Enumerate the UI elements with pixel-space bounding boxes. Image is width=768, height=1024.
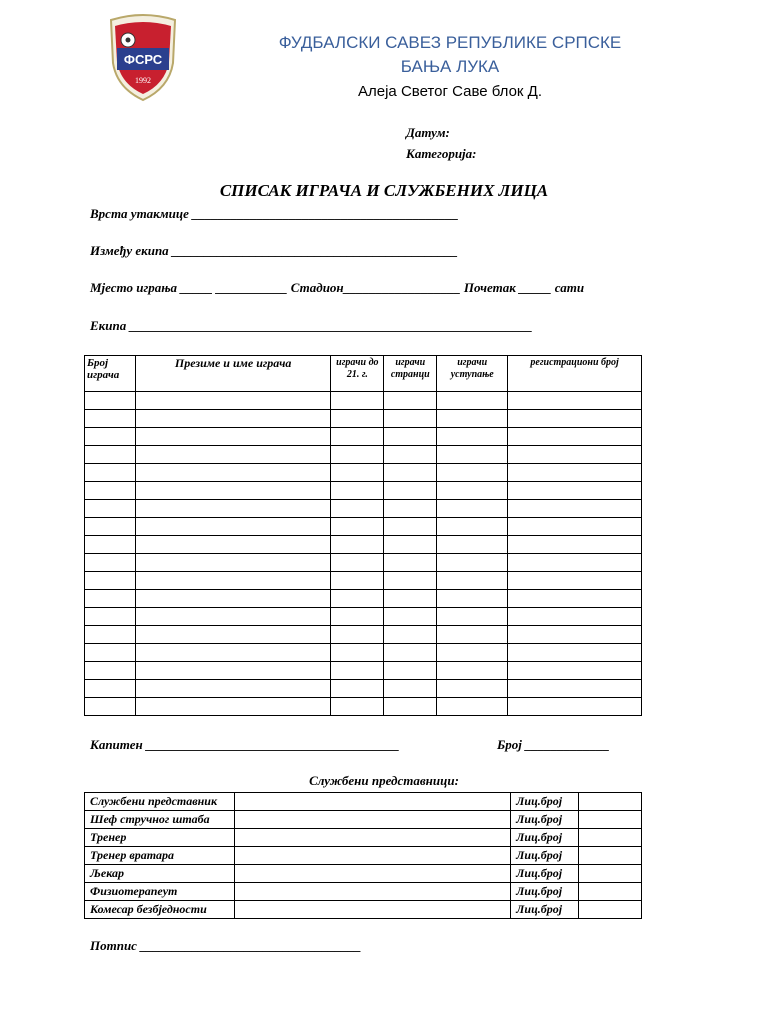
player-cell[interactable] — [85, 464, 136, 482]
player-row — [85, 428, 642, 446]
player-cell[interactable] — [85, 518, 136, 536]
player-cell[interactable] — [508, 482, 642, 500]
player-cell[interactable] — [331, 626, 384, 644]
player-row — [85, 680, 642, 698]
player-cell[interactable] — [384, 680, 437, 698]
official-name-cell[interactable] — [234, 901, 510, 919]
player-cell[interactable] — [384, 464, 437, 482]
official-role: Физиотерапеут — [85, 883, 235, 901]
player-row — [85, 554, 642, 572]
official-name-cell[interactable] — [234, 793, 510, 811]
player-row — [85, 446, 642, 464]
player-cell[interactable] — [437, 392, 508, 410]
official-row — [85, 793, 642, 811]
player-cell[interactable] — [85, 590, 136, 608]
license-label: Лиц.број — [511, 811, 579, 829]
player-cell[interactable] — [85, 536, 136, 554]
player-cell[interactable] — [331, 518, 384, 536]
license-number-cell[interactable] — [579, 883, 642, 901]
player-cell[interactable] — [331, 482, 384, 500]
player-cell[interactable] — [384, 644, 437, 662]
license-label: Лиц.број — [511, 829, 579, 847]
document-title: СПИСАК ИГРАЧА И СЛУЖБЕНИХ ЛИЦА — [219, 181, 549, 200]
player-cell[interactable] — [437, 410, 508, 428]
player-cell[interactable] — [135, 446, 330, 464]
players-body — [85, 392, 642, 716]
player-cell[interactable] — [135, 464, 330, 482]
player-row — [85, 392, 642, 410]
player-cell[interactable] — [508, 644, 642, 662]
player-cell[interactable] — [508, 392, 642, 410]
player-cell[interactable] — [384, 518, 437, 536]
player-cell[interactable] — [437, 608, 508, 626]
player-cell[interactable] — [508, 518, 642, 536]
player-cell[interactable] — [437, 698, 508, 716]
official-row — [85, 883, 642, 901]
player-cell[interactable] — [437, 518, 508, 536]
player-cell[interactable] — [135, 644, 330, 662]
player-cell[interactable] — [331, 554, 384, 572]
players-table — [84, 355, 642, 716]
officials-table — [84, 792, 642, 919]
player-cell[interactable] — [331, 590, 384, 608]
official-role: Шеф стручног штаба — [85, 811, 235, 829]
player-row — [85, 626, 642, 644]
player-cell[interactable] — [331, 392, 384, 410]
player-cell[interactable] — [331, 662, 384, 680]
player-cell[interactable] — [135, 518, 330, 536]
player-cell[interactable] — [437, 446, 508, 464]
license-number-cell[interactable] — [579, 811, 642, 829]
header-registration-number: регистрациони број — [508, 356, 642, 392]
player-cell[interactable] — [135, 392, 330, 410]
player-row — [85, 608, 642, 626]
player-cell[interactable] — [135, 536, 330, 554]
player-cell[interactable] — [437, 554, 508, 572]
player-cell[interactable] — [85, 608, 136, 626]
logo-text: ФСРС — [123, 52, 163, 67]
player-cell[interactable] — [384, 662, 437, 680]
header-under-21: играчи до 21. г. — [331, 356, 384, 392]
player-cell[interactable] — [85, 662, 136, 680]
player-row — [85, 410, 642, 428]
player-cell[interactable] — [508, 698, 642, 716]
player-cell[interactable] — [508, 608, 642, 626]
date-label: Датум: — [406, 125, 450, 140]
fsrs-logo — [103, 8, 183, 104]
license-number-cell[interactable] — [579, 901, 642, 919]
between-teams-field[interactable]: Између екипа ____________________________________________ — [90, 243, 458, 258]
player-cell[interactable] — [85, 446, 136, 464]
player-cell[interactable] — [85, 626, 136, 644]
header-player-number: Број играча — [85, 356, 136, 392]
official-row — [85, 811, 642, 829]
player-cell[interactable] — [85, 644, 136, 662]
player-cell[interactable] — [135, 428, 330, 446]
player-cell[interactable] — [384, 392, 437, 410]
player-cell[interactable] — [508, 554, 642, 572]
player-row — [85, 482, 642, 500]
player-cell[interactable] — [508, 680, 642, 698]
official-row — [85, 865, 642, 883]
player-row — [85, 644, 642, 662]
player-cell[interactable] — [85, 698, 136, 716]
player-cell[interactable] — [135, 572, 330, 590]
player-cell[interactable] — [135, 554, 330, 572]
official-row — [85, 901, 642, 919]
player-cell[interactable] — [437, 464, 508, 482]
license-label: Лиц.број — [511, 883, 579, 901]
player-cell[interactable] — [508, 410, 642, 428]
player-cell[interactable] — [384, 554, 437, 572]
player-cell[interactable] — [384, 500, 437, 518]
team-field[interactable]: Екипа ______________________________________________________________ — [90, 318, 533, 333]
official-row — [85, 847, 642, 865]
player-cell[interactable] — [508, 662, 642, 680]
player-cell[interactable] — [508, 536, 642, 554]
player-cell[interactable] — [508, 428, 642, 446]
player-cell[interactable] — [331, 446, 384, 464]
officials-section-title: Службени представници: — [309, 773, 459, 788]
player-cell[interactable] — [384, 572, 437, 590]
player-cell[interactable] — [331, 536, 384, 554]
license-number-cell[interactable] — [579, 829, 642, 847]
player-cell[interactable] — [437, 680, 508, 698]
player-cell[interactable] — [508, 590, 642, 608]
player-row — [85, 536, 642, 554]
official-role: Љекар — [85, 865, 235, 883]
player-cell[interactable] — [85, 428, 136, 446]
player-cell[interactable] — [135, 500, 330, 518]
official-role: Службени представник — [85, 793, 235, 811]
logo-year: 1992 — [135, 76, 151, 85]
player-cell[interactable] — [331, 572, 384, 590]
official-name-cell[interactable] — [234, 811, 510, 829]
license-number-cell[interactable] — [579, 865, 642, 883]
player-cell[interactable] — [85, 680, 136, 698]
player-cell[interactable] — [508, 464, 642, 482]
official-role: Тренер вратара — [85, 847, 235, 865]
player-cell[interactable] — [85, 482, 136, 500]
org-name: ФУДБАЛСКИ САВЕЗ РЕПУБЛИКЕ СРПСКЕ — [278, 33, 622, 52]
license-label: Лиц.број — [511, 847, 579, 865]
player-cell[interactable] — [384, 536, 437, 554]
player-cell[interactable] — [384, 608, 437, 626]
player-row — [85, 572, 642, 590]
player-row — [85, 662, 642, 680]
org-address: Алеја Светог Саве блок Д. — [358, 83, 542, 100]
player-cell[interactable] — [437, 428, 508, 446]
license-number-cell[interactable] — [579, 793, 642, 811]
player-cell[interactable] — [135, 698, 330, 716]
player-cell[interactable] — [508, 626, 642, 644]
official-name-cell[interactable] — [234, 847, 510, 865]
player-cell[interactable] — [437, 662, 508, 680]
player-cell[interactable] — [437, 626, 508, 644]
player-cell[interactable] — [437, 536, 508, 554]
player-row — [85, 464, 642, 482]
player-cell[interactable] — [508, 446, 642, 464]
captain-field[interactable]: Капитен _______________________________________ — [90, 737, 400, 752]
player-cell[interactable] — [508, 500, 642, 518]
official-name-cell[interactable] — [234, 865, 510, 883]
player-row — [85, 500, 642, 518]
player-cell[interactable] — [85, 572, 136, 590]
player-cell[interactable] — [135, 410, 330, 428]
player-cell[interactable] — [331, 644, 384, 662]
player-cell[interactable] — [85, 500, 136, 518]
player-cell[interactable] — [331, 698, 384, 716]
official-role: Комесар безбједности — [85, 901, 235, 919]
category-label: Категорија: — [406, 146, 477, 161]
player-cell[interactable] — [135, 608, 330, 626]
official-role: Тренер — [85, 829, 235, 847]
player-cell[interactable] — [85, 410, 136, 428]
player-cell[interactable] — [331, 680, 384, 698]
license-label: Лиц.број — [511, 901, 579, 919]
captain-number-field[interactable]: Број _____________ — [497, 737, 610, 752]
venue-field[interactable]: Мјесто играња _____ ___________ Стадион__________________ Почетак _____ сати — [90, 280, 585, 295]
header-foreign: играчи странци — [384, 356, 437, 392]
player-cell[interactable] — [85, 554, 136, 572]
player-cell[interactable] — [135, 482, 330, 500]
license-number-cell[interactable] — [579, 847, 642, 865]
player-cell[interactable] — [437, 644, 508, 662]
player-cell[interactable] — [135, 626, 330, 644]
player-cell[interactable] — [437, 590, 508, 608]
signature-field[interactable]: Потпис __________________________________ — [90, 938, 362, 953]
player-cell[interactable] — [437, 572, 508, 590]
player-cell[interactable] — [508, 572, 642, 590]
player-row — [85, 518, 642, 536]
player-cell[interactable] — [135, 680, 330, 698]
player-cell[interactable] — [331, 608, 384, 626]
player-cell[interactable] — [331, 428, 384, 446]
player-row — [85, 698, 642, 716]
player-row — [85, 590, 642, 608]
official-name-cell[interactable] — [234, 829, 510, 847]
player-cell[interactable] — [384, 698, 437, 716]
player-cell[interactable] — [331, 500, 384, 518]
header-player-name: Презиме и име играча — [135, 356, 330, 392]
official-row — [85, 829, 642, 847]
player-cell[interactable] — [135, 590, 330, 608]
player-cell[interactable] — [384, 428, 437, 446]
header-loan: играчи уступање — [437, 356, 508, 392]
player-cell[interactable] — [384, 446, 437, 464]
player-cell[interactable] — [384, 410, 437, 428]
player-cell[interactable] — [85, 392, 136, 410]
player-cell[interactable] — [437, 482, 508, 500]
match-type-field[interactable]: Врста утакмице _________________________________________ — [90, 206, 459, 221]
license-label: Лиц.број — [511, 865, 579, 883]
player-cell[interactable] — [384, 482, 437, 500]
license-label: Лиц.број — [511, 793, 579, 811]
player-cell[interactable] — [331, 410, 384, 428]
player-cell[interactable] — [384, 626, 437, 644]
player-cell[interactable] — [135, 662, 330, 680]
player-cell[interactable] — [437, 500, 508, 518]
player-cell[interactable] — [331, 464, 384, 482]
org-city: БАЊА ЛУКА — [400, 57, 500, 76]
official-name-cell[interactable] — [234, 883, 510, 901]
player-cell[interactable] — [384, 590, 437, 608]
